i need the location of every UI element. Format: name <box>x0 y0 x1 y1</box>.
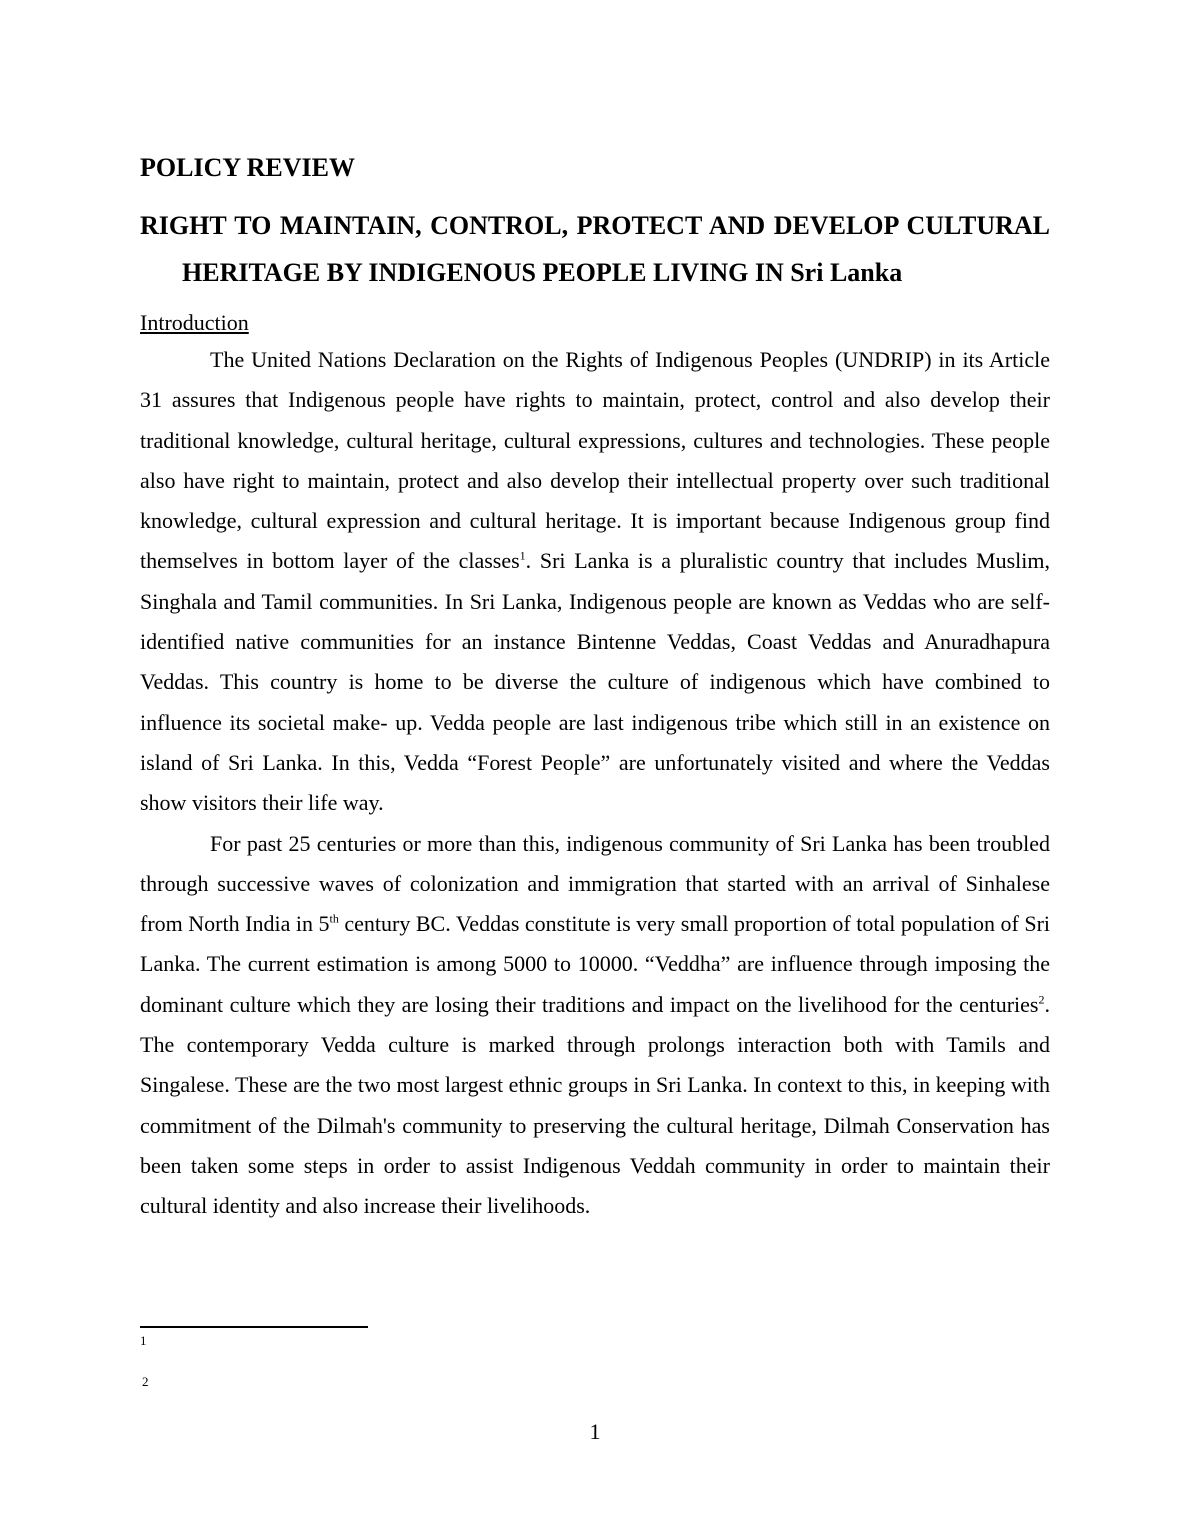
paragraph-2-text-c: . The contemporary Vedda culture is marked through prolongs interaction both with Tamils and Singalese. These are the two most largest ethnic groups in Sri Lanka. In context to this, in keeping with commitment of the Dilmah's community to preserving the cultural heritage, Dilmah Conservation has been taken some steps in order to assist Indigenous Veddah community in order to maintain their cultural identity and also increase their livelihoods. <box>140 991 1050 1219</box>
footnote-2: 2 <box>142 1374 149 1389</box>
footnote-1: 1 <box>140 1333 147 1348</box>
document-title: RIGHT TO MAINTAIN, CONTROL, PROTECT AND DEVELOP CULTURAL HERITAGE BY INDIGENOUS PEOPLE LIVING IN Sri Lanka <box>140 211 1050 287</box>
paragraph-2 <box>140 824 1050 1227</box>
footnote-separator <box>140 1326 368 1328</box>
footnote-ref-2[interactable]: 2 <box>1038 992 1045 1007</box>
paragraph-1 <box>140 340 1050 824</box>
ordinal-suffix: th <box>329 911 339 926</box>
paragraph-1-text-a: The United Nations Declaration on the Rights of Indigenous Peoples (UNDRIP) in its Article 31 assures that Indigenous people have rights to maintain, protect, control and also develop their traditional knowledge, cultural heritage, cultural expressions, cultures and technologies. These people also have right to maintain, protect and also develop their intellectual property over such traditional knowledge, cultural expression and cultural heritage. It is important because Indigenous group find themselves in bottom layer of the classes <box>140 347 1050 574</box>
paragraph-1-text-b: . Sri Lanka is a pluralistic country that includes Muslim, Singhala and Tamil communities. In Sri Lanka, Indigenous people are known as Veddas who are self- identified native communities for an instance Bintenne Veddas, Coast Veddas and Anuradhapura Veddas. This country is home to be diverse the culture of indigenous which have combined to influence its societal make- up. Vedda people are last indigenous tribe which still in an existence on island of Sri Lanka. In this, Vedda “Forest People” are unfortunately visited and where the Veddas show visitors their life way. <box>140 548 1050 816</box>
footnote-ref-1[interactable]: 1 <box>519 549 526 564</box>
page-content <box>140 148 1050 1227</box>
document-label: POLICY REVIEW <box>140 153 356 182</box>
page-number: 1 <box>589 1419 601 1444</box>
section-heading-introduction: Introduction <box>140 310 249 335</box>
paragraph-2-text-a: For past 25 centuries or more than this, indigenous community of Sri Lanka has been troubled through successive waves of colonization and immigration that started with an arrival of Sinhalese from North India in 5 <box>140 830 1050 937</box>
paragraph-2-text-b: century BC. Veddas constitute is very small proportion of total population of Sri Lanka. The current estimation is among 5000 to 10000. “Veddha” are influence through imposing the dominant culture which they are losing their traditions and impact on the livelihood for the centuries <box>140 911 1051 1017</box>
